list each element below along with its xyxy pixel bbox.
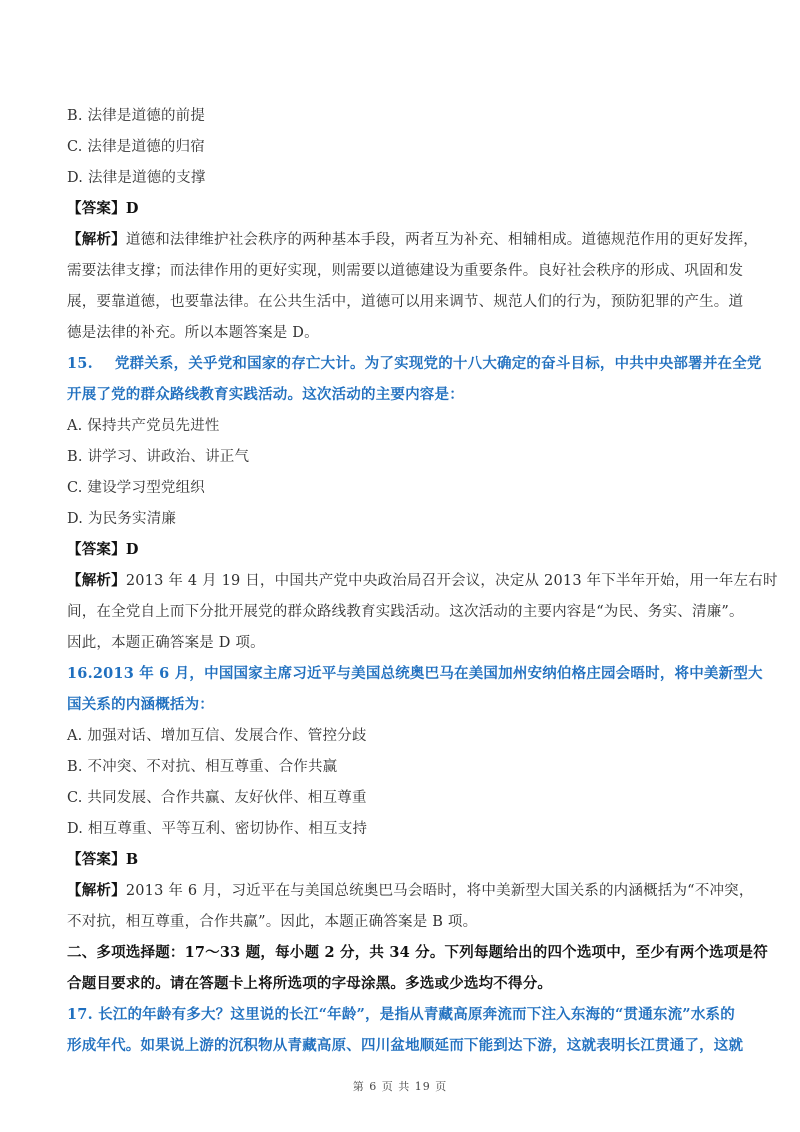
- q14-option-c: [67, 135, 205, 159]
- q15-stem-line-1: 15. 党群关系，关乎党和国家的存亡大计。为了实现党的十八大确定的奋斗目标，中共中央部署并在全党: [67, 355, 762, 372]
- q15-option-c: [67, 476, 205, 500]
- q15-option-b: [67, 445, 249, 469]
- analysis-label: 【解析】: [67, 231, 126, 248]
- option-text: 法律是道德的支撑: [87, 170, 206, 186]
- answer-label: 【答案】: [67, 541, 126, 558]
- option-text: 为民务实清廉: [87, 511, 177, 527]
- q14-answer: [67, 197, 139, 221]
- q17-stem-line-1: 17. 长江的年龄有多大？这里说的长江“年龄”，是指从青藏高原奔流而下注入东海的“贯通东流”水系的: [67, 1006, 735, 1023]
- q15-analysis-line-2: 间，在全党自上而下分批开展党的群众路线教育实践活动。这次活动的主要内容是“为民、务实、清廉”。: [67, 604, 744, 620]
- page-number-footer: 第 6 页 共 19 页: [352, 1080, 448, 1093]
- option-letter: D.: [67, 511, 84, 527]
- q16-stem-line-1: 16.2013 年 6 月，中国国家主席习近平与美国总统奥巴马在美国加州安纳伯格庄园会晤时，将中美新型大: [67, 665, 763, 682]
- analysis-label: 【解析】: [67, 882, 126, 899]
- q16-analysis-line-2: 不对抗，相互尊重，合作共赢”。因此，本题正确答案是 B 项。: [67, 914, 478, 930]
- q14-analysis-line-3: 展，要靠道德，也要靠法律。在公共生活中，道德可以用来调节、规范人们的行为，预防犯罪的产生。道: [67, 294, 744, 310]
- option-letter: C.: [67, 790, 83, 806]
- option-letter: A.: [67, 728, 83, 744]
- q14-option-d: [67, 166, 206, 190]
- answer-value: D: [125, 541, 139, 558]
- option-text: 加强对话、增加互信、发展合作、管控分歧: [87, 728, 367, 744]
- q15-option-d: [67, 507, 176, 531]
- q17-stem-line-2: 形成年代。如果说上游的沉积物从青藏高原、四川盆地顺延而下能到达下游，这就表明长江贯通了，这就: [67, 1037, 744, 1054]
- analysis-label: 【解析】: [67, 572, 126, 589]
- q15-analysis-line-3: 因此，本题正确答案是 D 项。: [67, 635, 265, 651]
- option-letter: B.: [67, 759, 83, 775]
- question-number: 16.: [67, 665, 93, 682]
- option-letter: C.: [67, 480, 83, 496]
- question-number: 15.: [67, 355, 93, 372]
- option-letter: C.: [67, 139, 83, 155]
- q16-option-d: [67, 817, 367, 841]
- option-text: 建设学习型党组织: [87, 480, 206, 496]
- answer-value: D: [125, 200, 139, 217]
- option-text: 保持共产党员先进性: [87, 418, 220, 434]
- option-text: 法律是道德的归宿: [87, 139, 206, 155]
- option-letter: B.: [67, 449, 83, 465]
- section2-instructions-line-2: 合题目要求的。请在答题卡上将所选项的字母涂黑。多选或少选均不得分。: [67, 975, 553, 992]
- q14-analysis-line-4: 德是法律的补充。所以本题答案是 D。: [67, 325, 319, 341]
- option-text: 讲学习、讲政治、讲正气: [87, 449, 250, 465]
- q14-analysis-line-1: 【解析】道德和法律维护社会秩序的两种基本手段，两者互为补充、相辅相成。道德规范作用的更好发挥，: [67, 231, 758, 248]
- q15-stem-line-2: 开展了党的群众路线教育实践活动。这次活动的主要内容是：: [67, 386, 464, 403]
- option-text: 共同发展、合作共赢、友好伙伴、相互尊重: [87, 790, 367, 806]
- option-letter: D.: [67, 821, 84, 837]
- option-text: 法律是道德的前提: [87, 108, 206, 124]
- option-letter: A.: [67, 418, 83, 434]
- option-letter: D.: [67, 170, 84, 186]
- q15-answer: [67, 538, 139, 562]
- q16-option-a: [67, 724, 367, 748]
- q16-option-c: [67, 786, 367, 810]
- answer-value: B: [125, 851, 139, 868]
- q15-analysis-line-1: 【解析】2013 年 4 月 19 日，中国共产党中央政治局召开会议，决定从 2013 年下半年开始，用一年左右时: [67, 572, 778, 589]
- answer-label: 【答案】: [67, 200, 126, 217]
- q14-option-b: [67, 104, 205, 128]
- option-text: 不冲突、不对抗、相互尊重、合作共赢: [87, 759, 338, 775]
- q16-option-b: [67, 755, 337, 779]
- q14-analysis-line-2: 需要法律支撑；而法律作用的更好实现，则需要以道德建设为重要条件。良好社会秩序的形成、巩固和发: [67, 263, 744, 279]
- section2-instructions-line-1: 二、多项选择题：17～33 题，每小题 2 分，共 34 分。下列每题给出的四个选项中，至少有两个选项是符: [67, 944, 768, 961]
- q16-stem-line-2: 国关系的内涵概括为：: [67, 696, 214, 713]
- q16-analysis-line-1: 【解析】2013 年 6 月，习近平在与美国总统奥巴马会晤时，将中美新型大国关系的内涵概括为“不冲突，: [67, 882, 754, 899]
- option-text: 相互尊重、平等互利、密切协作、相互支持: [87, 821, 368, 837]
- answer-label: 【答案】: [67, 851, 126, 868]
- q15-option-a: [67, 414, 220, 438]
- q16-answer: [67, 848, 138, 872]
- option-letter: B.: [67, 108, 83, 124]
